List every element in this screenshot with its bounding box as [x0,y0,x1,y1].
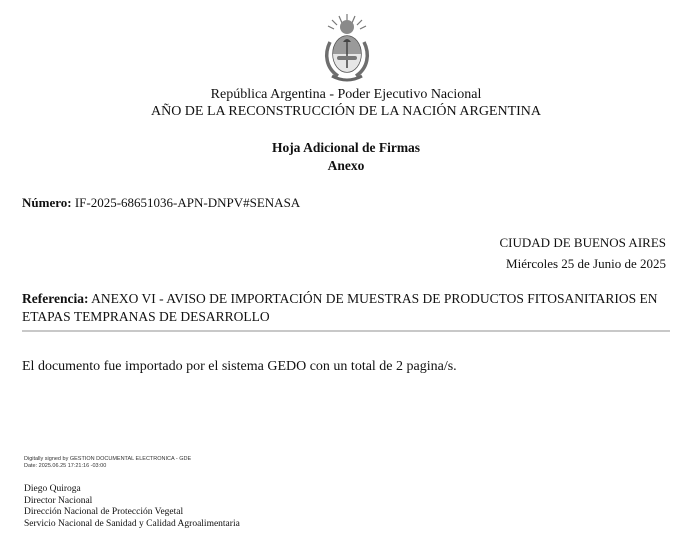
divider [22,330,670,332]
document-title: Hoja Adicional de Firmas [271,140,421,155]
digital-signature-stamp [24,456,191,470]
signer-agency: Servicio Nacional de Sanidad y Calidad Agroalimentaria [24,518,240,529]
digital-signature-date: Date: 2025.06.25 17:21:16 -03:00 [24,463,107,469]
signer-block [24,484,240,530]
digital-signature-line: Digitally signed by GESTION DOCUMENTAL ELECTRONICA - GDE [24,456,192,462]
reference-label: Referencia: [22,291,89,306]
date: Miércoles 25 de Junio de 2025 [506,256,666,271]
document-subtitle: Anexo [327,158,365,173]
document-number-value: IF-2025-68651036-APN-DNPV#SENASA [74,195,301,210]
document-number-label: Número: [22,195,72,210]
header-line-1: República Argentina - Poder Ejecutivo Nacional [210,87,482,102]
signer-position: Director Nacional [24,495,93,506]
body-text: El documento fue importado por el sistema GEDO con un total de 2 pagina/s. [22,359,457,374]
signer-office: Dirección Nacional de Protección Vegetal [24,507,184,517]
reference-value: ANEXO VI - AVISO DE IMPORTACIÓN DE MUESTRAS DE PRODUCTOS FITOSANITARIOS EN ETAPAS TEMPRANAS DE DESARROLLO [22,291,658,324]
document-number [22,195,300,211]
header-line-2: AÑO DE LA RECONSTRUCCIÓN DE LA NACIÓN ARGENTINA [150,104,542,119]
city: CIUDAD DE BUENOS AIRES [499,235,666,250]
signer-name: Diego Quiroga [24,484,81,494]
argentina-coat-of-arms-icon [320,12,374,84]
reference [22,290,670,326]
